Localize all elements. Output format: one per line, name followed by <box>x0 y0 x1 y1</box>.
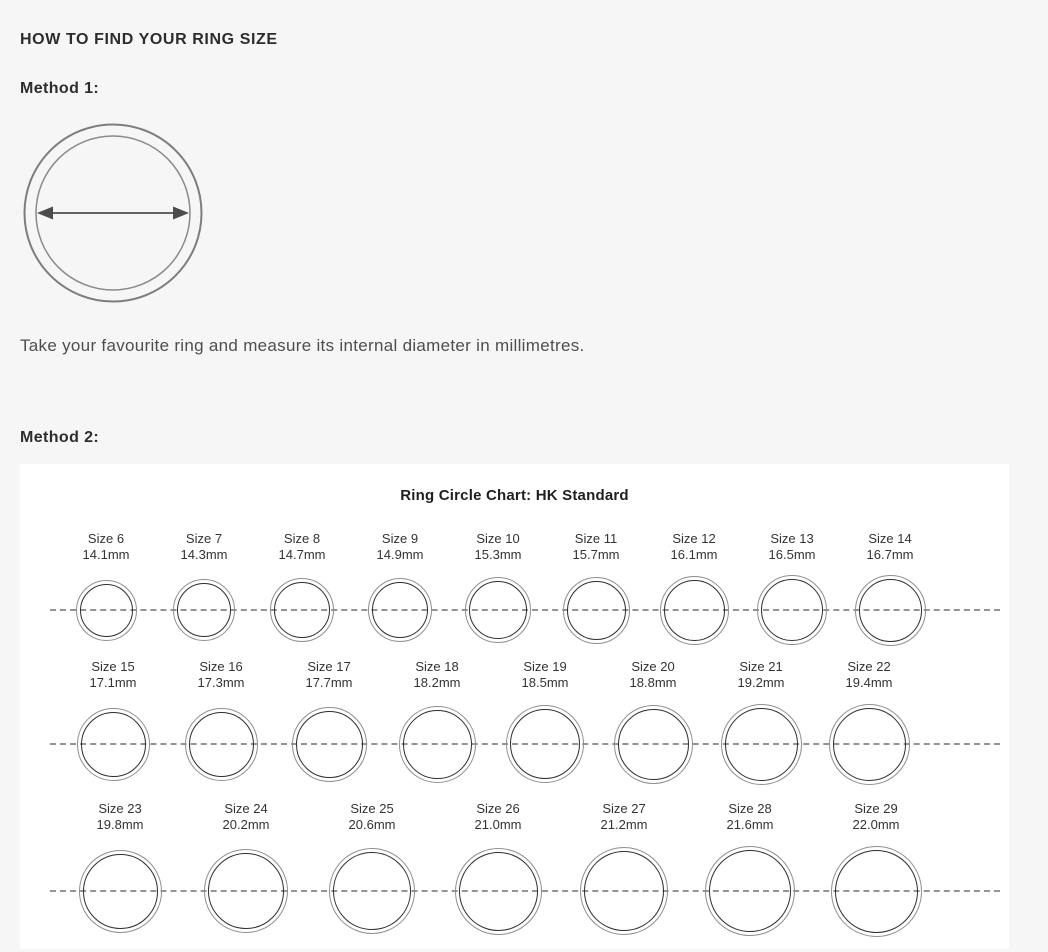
ring-size-item <box>435 801 561 937</box>
ring-circle <box>185 708 258 781</box>
ring-size-label: Size 11 <box>574 531 618 546</box>
ring-diameter-icon <box>22 122 204 304</box>
ring-diameter-label: 14.1mm <box>82 547 130 562</box>
ring-circle <box>76 580 137 641</box>
ring-diameter-label: 21.6mm <box>726 817 774 832</box>
ring-circle-area <box>563 575 630 645</box>
ring-size-item <box>183 801 309 937</box>
chart-rows <box>20 531 1009 937</box>
ring-circle-area <box>399 703 476 785</box>
ring-circle <box>660 576 729 645</box>
ring-diameter-label: 14.7mm <box>278 547 326 562</box>
ring-circle <box>368 578 432 642</box>
ring-circle <box>705 846 795 936</box>
ring-diameter-label: 17.3mm <box>197 675 245 690</box>
ring-circle-area <box>855 575 926 645</box>
ring-size-label: Size 10 <box>476 531 520 546</box>
ring-size-item <box>841 531 939 645</box>
ring-circle-area <box>831 845 922 937</box>
ring-diameter-label: 22.0mm <box>852 817 900 832</box>
ring-size-label: Size 21 <box>739 659 783 674</box>
ring-inner-circle <box>208 853 284 929</box>
ring-circle-area <box>757 575 827 645</box>
ring-circle <box>831 846 922 937</box>
ring-inner-circle <box>459 852 538 931</box>
ring-size-label: Size 20 <box>631 659 675 674</box>
ring-size-label: Size 8 <box>283 531 321 546</box>
ring-inner-circle <box>510 709 580 779</box>
ring-circle-area <box>721 703 802 785</box>
ring-inner-circle <box>469 581 527 639</box>
ring-size-item <box>275 659 383 785</box>
ring-size-item <box>449 531 547 645</box>
ring-inner-circle <box>664 580 725 641</box>
ring-size-label: Size 28 <box>728 801 772 816</box>
ring-size-label: Size 16 <box>199 659 243 674</box>
ring-circle-area <box>368 575 432 645</box>
ring-size-label: Size 12 <box>672 531 716 546</box>
ring-circle <box>455 848 542 935</box>
ring-inner-circle <box>403 710 472 779</box>
ring-diameter-label: 18.2mm <box>413 675 461 690</box>
ring-size-label: Size 6 <box>87 531 125 546</box>
ring-circle-area <box>580 845 668 937</box>
ring-size-label: Size 18 <box>415 659 459 674</box>
ring-chart-row <box>20 531 1009 645</box>
ring-size-label: Size 24 <box>224 801 268 816</box>
ring-circle-area <box>705 845 795 937</box>
method2-heading: Method 2: <box>20 429 100 446</box>
ring-diameter-label: 19.8mm <box>96 817 144 832</box>
ring-diameter-label: 14.3mm <box>180 547 228 562</box>
ring-circle-area <box>185 703 258 785</box>
ring-inner-circle <box>833 708 906 781</box>
ring-circle <box>204 849 288 933</box>
ring-circle-area <box>465 575 531 645</box>
ring-diameter-label: 16.1mm <box>670 547 718 562</box>
ring-circle <box>757 575 827 645</box>
ring-size-item <box>59 659 167 785</box>
ring-circle <box>563 577 630 644</box>
ring-size-item <box>351 531 449 645</box>
ring-circle <box>79 850 162 933</box>
ring-size-label: Size 14 <box>868 531 912 546</box>
page-title: HOW TO FIND YOUR RING SIZE <box>20 31 278 48</box>
ring-circle-area <box>329 845 415 937</box>
ring-size-item <box>57 531 155 645</box>
ring-size-label: Size 25 <box>350 801 394 816</box>
ring-diameter-illustration <box>22 122 204 304</box>
ring-size-item <box>561 801 687 937</box>
method1-heading: Method 1: <box>20 80 100 97</box>
ring-chart-row <box>20 801 1009 937</box>
ring-size-label: Size 15 <box>91 659 135 674</box>
ring-diameter-label: 18.8mm <box>629 675 677 690</box>
ring-diameter-label: 20.6mm <box>348 817 396 832</box>
ring-diameter-label: 21.0mm <box>474 817 522 832</box>
ring-size-label: Size 23 <box>98 801 142 816</box>
ring-inner-circle <box>372 582 428 638</box>
ring-size-item <box>547 531 645 645</box>
ring-circle-area <box>614 703 693 785</box>
ring-circle <box>77 708 150 781</box>
ring-diameter-label: 15.7mm <box>572 547 620 562</box>
ring-circle <box>399 706 476 783</box>
ring-inner-circle <box>296 711 363 778</box>
ring-circle <box>721 704 802 785</box>
ring-inner-circle <box>567 581 626 640</box>
ring-diameter-label: 15.3mm <box>474 547 522 562</box>
ring-diameter-label: 17.7mm <box>305 675 353 690</box>
ring-circle-chart <box>20 464 1009 949</box>
ring-chart-row <box>20 659 1009 785</box>
ring-circle-area <box>79 845 162 937</box>
ring-diameter-label: 17.1mm <box>89 675 137 690</box>
method1-caption: Take your favourite ring and measure its internal diameter in millimetres. <box>20 336 585 355</box>
ring-inner-circle <box>333 852 411 930</box>
ring-inner-circle <box>835 850 918 933</box>
ring-diameter-label: 19.2mm <box>737 675 785 690</box>
ring-circle <box>173 579 235 641</box>
ring-size-item <box>155 531 253 645</box>
ring-circle <box>465 577 531 643</box>
ring-circle <box>329 848 415 934</box>
ring-circle <box>580 847 668 935</box>
ring-circle <box>614 705 693 784</box>
ring-diameter-label: 20.2mm <box>222 817 270 832</box>
ring-inner-circle <box>83 854 158 929</box>
ring-inner-circle <box>189 712 254 777</box>
ring-size-item <box>167 659 275 785</box>
ring-circle <box>829 704 910 785</box>
ring-size-item <box>57 801 183 937</box>
ring-size-label: Size 19 <box>523 659 567 674</box>
ring-inner-circle <box>80 584 133 637</box>
ring-circle-area <box>506 703 584 785</box>
ring-circle-area <box>173 575 235 645</box>
ring-size-item <box>707 659 815 785</box>
ring-circle <box>270 578 334 642</box>
ring-size-item <box>253 531 351 645</box>
ring-circle-area <box>660 575 729 645</box>
ring-circle-area <box>204 845 288 937</box>
ring-size-label: Size 27 <box>602 801 646 816</box>
ring-size-item <box>383 659 491 785</box>
ring-circle-area <box>270 575 334 645</box>
ring-circle-area <box>76 575 137 645</box>
ring-size-label: Size 13 <box>770 531 814 546</box>
ring-diameter-label: 18.5mm <box>521 675 569 690</box>
ring-size-item <box>645 531 743 645</box>
ring-diameter-label: 14.9mm <box>376 547 424 562</box>
ring-inner-circle <box>709 850 791 932</box>
chart-title: Ring Circle Chart: HK Standard <box>400 487 629 504</box>
ring-size-label: Size 7 <box>185 531 223 546</box>
ring-size-item <box>309 801 435 937</box>
ring-diameter-label: 16.7mm <box>866 547 914 562</box>
ring-circle <box>506 705 584 783</box>
ring-size-item <box>813 801 939 937</box>
ring-size-label: Size 29 <box>854 801 898 816</box>
ring-diameter-label: 16.5mm <box>768 547 816 562</box>
ring-size-item <box>815 659 923 785</box>
ring-size-label: Size 22 <box>847 659 891 674</box>
ring-circle <box>855 575 926 646</box>
ring-size-item <box>743 531 841 645</box>
ring-circle-area <box>77 703 150 785</box>
ring-circle-area <box>455 845 542 937</box>
ring-inner-circle <box>81 712 146 777</box>
ring-circle-area <box>829 703 910 785</box>
ring-diameter-label: 19.4mm <box>845 675 893 690</box>
ring-size-label: Size 26 <box>476 801 520 816</box>
ring-size-item <box>599 659 707 785</box>
ring-inner-circle <box>584 851 664 931</box>
ring-circle <box>292 707 367 782</box>
ring-size-label: Size 17 <box>307 659 351 674</box>
ring-inner-circle <box>177 583 231 637</box>
ring-circle-area <box>292 703 367 785</box>
ring-size-item <box>491 659 599 785</box>
ring-diameter-label: 21.2mm <box>600 817 648 832</box>
ring-size-item <box>687 801 813 937</box>
ring-size-label: Size 9 <box>381 531 419 546</box>
ring-inner-circle <box>274 582 330 638</box>
ring-inner-circle <box>618 709 689 780</box>
ring-inner-circle <box>725 708 798 781</box>
ring-inner-circle <box>761 579 823 641</box>
ring-inner-circle <box>859 579 922 642</box>
